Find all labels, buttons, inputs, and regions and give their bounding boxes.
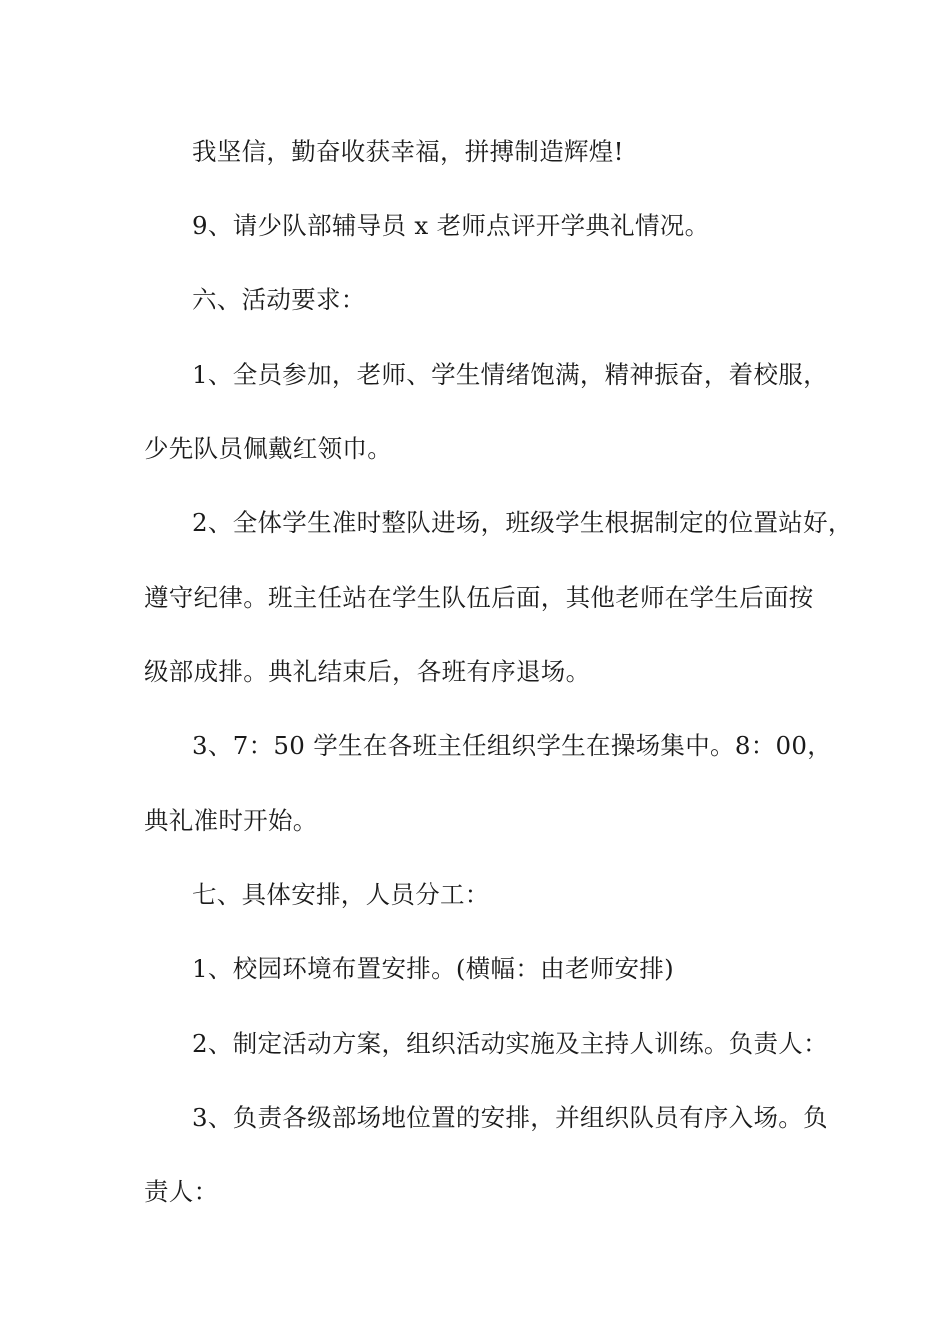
section-heading-arrangements: 七、具体安排，人员分工： [192,880,490,909]
text-line-6: 2、全体学生准时整队进场，班级学生根据制定的位置站好， [192,508,853,537]
text-line-15: 责人： [144,1177,219,1206]
text-line-4: 1、全员参加，老师、学生情绪饱满，精神振奋，着校服， [192,360,828,389]
text-line-13: 2、制定活动方案，组织活动实施及主持人训练。负责人： [192,1029,828,1058]
text-line-12: 1、校园环境布置安排。(横幅：由老师安排) [192,954,675,983]
text-line-7: 遵守纪律。班主任站在学生队伍后面，其他老师在学生后面按 [144,583,814,612]
text-line-8: 级部成排。典礼结束后，各班有序退场。 [144,657,591,686]
section-heading-activity-requirements: 六、活动要求： [192,285,366,314]
text-line-2: 9、请少队部辅导员 x 老师点评开学典礼情况。 [192,211,710,240]
text-line-10: 典礼准时开始。 [144,806,318,835]
text-line-1: 我坚信，勤奋收获幸福，拼搏制造辉煌! [192,137,624,166]
text-line-9: 3、7：50 学生在各班主任组织学生在操场集中。8：00， [192,731,833,760]
text-line-14: 3、负责各级部场地位置的安排，并组织队员有序入场。负 [192,1103,828,1132]
text-line-5: 少先队员佩戴红领巾。 [144,434,392,463]
